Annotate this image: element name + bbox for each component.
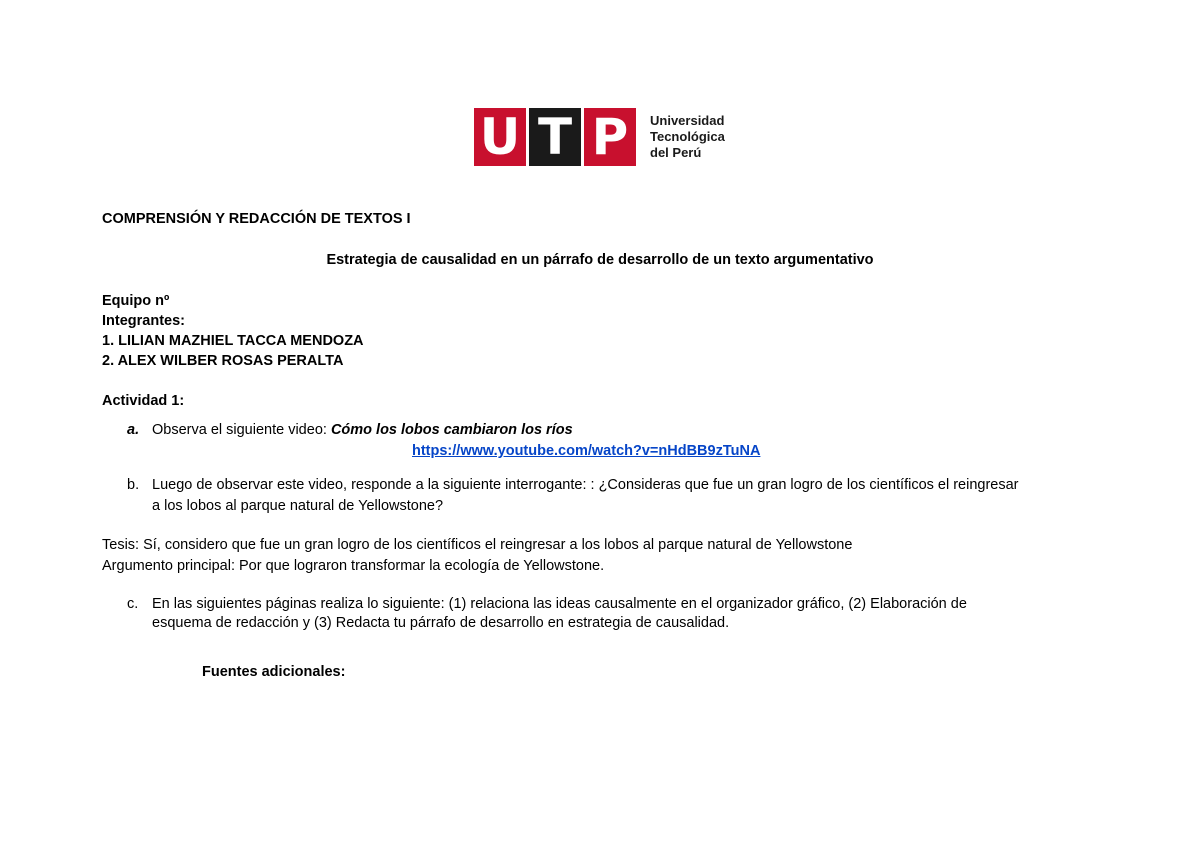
logo-letter-t: T: [529, 108, 581, 166]
item-b-marker: b.: [127, 477, 140, 493]
logo-letter-u: U: [474, 108, 526, 166]
course-title: COMPRENSIÓN Y REDACCIÓN DE TEXTOS I: [102, 211, 411, 227]
item-b-line-1: Luego de observar este video, responde a la siguiente interrogante: : ¿Consideras que fue un gran logro de los científicos el reingresar: [152, 477, 1019, 493]
activity-title: Actividad 1:: [102, 393, 185, 409]
thesis: Tesis: Sí, considero que fue un gran logro de los científicos el reingresar a los lobos al parque natural de Yellowstone: [102, 537, 853, 553]
members-label: Integrantes:: [102, 313, 185, 329]
item-a-marker: a.: [127, 422, 140, 438]
utp-logo: [474, 108, 725, 166]
logo-line-1: Universidad: [650, 113, 725, 128]
member-1: 1. LILIAN MAZHIEL TACCA MENDOZA: [102, 333, 364, 349]
logo-wordmark: [650, 113, 725, 161]
item-c-marker: c.: [127, 596, 139, 612]
additional-sources: Fuentes adicionales:: [202, 664, 346, 680]
video-link[interactable]: https://www.youtube.com/watch?v=nHdBB9zTuNA: [412, 443, 761, 459]
main-argument: Argumento principal: Por que lograron transformar la ecología de Yellowstone.: [102, 558, 605, 574]
team-label: Equipo nº: [102, 293, 170, 309]
item-c-line-2: esquema de redacción y (3) Redacta tu párrafo de desarrollo en estrategia de causalidad.: [152, 615, 730, 631]
item-a-text: [152, 421, 573, 439]
item-c-line-1: En las siguientes páginas realiza lo siguiente: (1) relaciona las ideas causalmente en el organizador gráfico, (2) Elaboración de: [152, 596, 967, 612]
document-subtitle: Estrategia de causalidad en un párrafo de desarrollo de un texto argumentativo: [326, 252, 874, 268]
member-2: 2. ALEX WILBER ROSAS PERALTA: [102, 353, 344, 369]
logo-line-3: del Perú: [650, 145, 702, 160]
logo-line-2: Tecnológica: [650, 129, 725, 144]
video-title: Cómo los lobos cambiaron los ríos: [330, 422, 573, 438]
item-b-line-2: a los lobos al parque natural de Yellowstone?: [152, 498, 444, 514]
item-a-intro: Observa el siguiente video:: [152, 422, 331, 438]
logo-letter-p: P: [584, 108, 636, 166]
